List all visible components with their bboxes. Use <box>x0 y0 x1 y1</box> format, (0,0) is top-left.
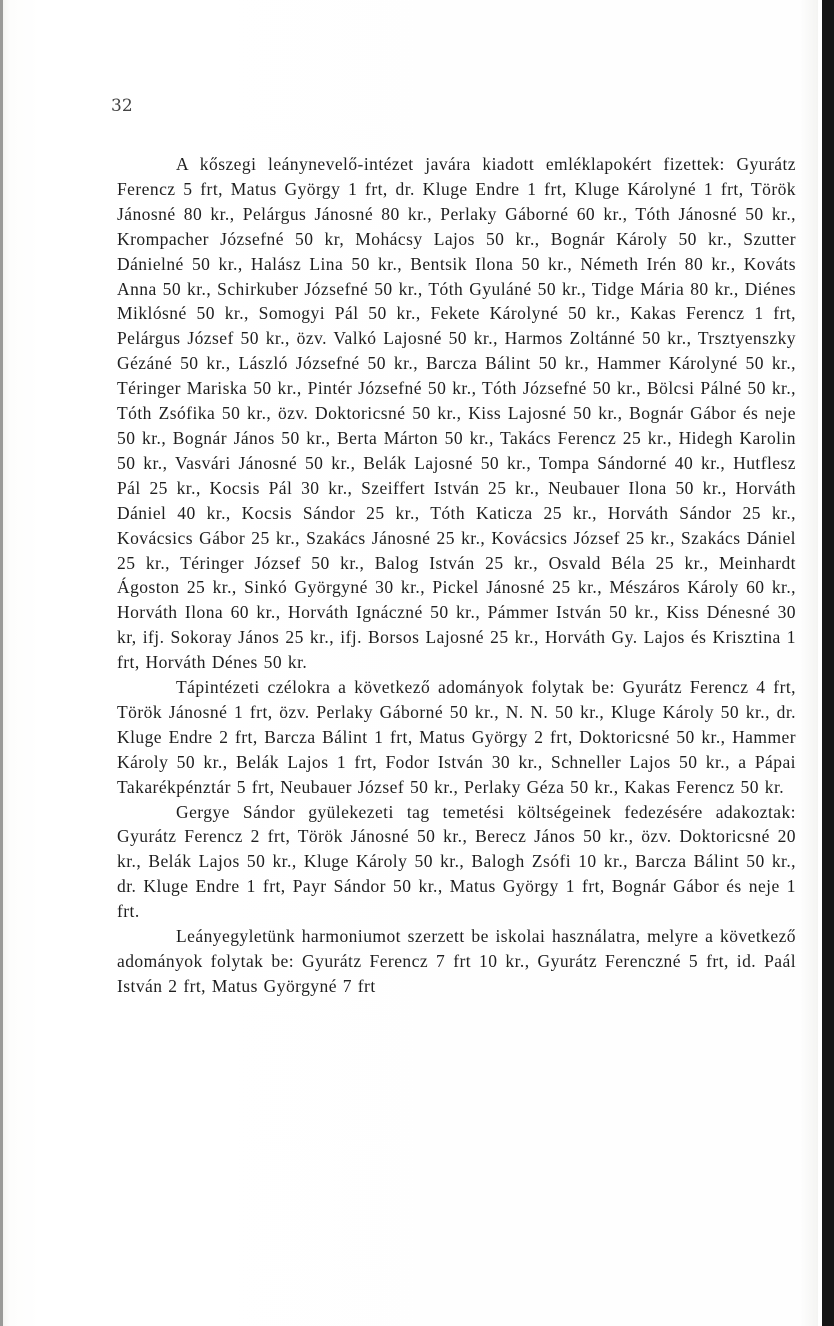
scan-border <box>822 0 834 1326</box>
paragraph-boarding-donations: Tápintézeti czélokra a következő adományok folytak be: Gyurátz Ferencz 4 frt, Török Jánosné 1 frt, özv. Perlaky Gáborné 50 kr., N. N. 50 kr., Kluge Károly 50 kr., dr. Kluge Endre 2 frt, Barcza Bálint 1 frt, Matus György 2 frt, Doktoricsné 50 kr., Hammer Károly 50 kr., Belák Lajos 1 frt, Fodor István 30 kr., Schneller Lajos 50 kr., a Pápai Takarékpénztár 5 frt, Neubauer József 50 kr., Perlaky Géza 50 kr., Kakas Ferencz 50 kr. <box>117 677 796 797</box>
paragraph-funeral-donations: Gergye Sándor gyülekezeti tag temetési költségeinek fedezésére adakoztak: Gyurátz Ferencz 2 frt, Török Jánosné 50 kr., Berecz János 50 kr., özv. Doktoricsné 20 kr., Belák Lajos 50 kr., Kluge Károly 50 kr., Balogh Zsófi 10 kr., Barcza Bálint 50 kr., dr. Kluge Endre 1 frt, Payr Sándor 50 kr., Matus György 1 frt, Bognár Gábor és neje 1 frt. <box>117 801 796 922</box>
paragraph-harmonium-donations: Leányegyletünk harmoniumot szerzett be iskolai használatra, melyre a következő adományok folytak be: Gyurátz Ferencz 7 frt 10 kr., Gyurátz Ferenczné 5 frt, id. Paál István 2 frt, Matus Györgyné 7 frt <box>117 926 796 996</box>
body-text <box>117 152 796 999</box>
paragraph-commemorative-cards: A kőszegi leánynevelő-intézet javára kiadott emléklapokért fizettek: Gyurátz Ferencz 5 frt, Matus György 1 frt, dr. Kluge Endre 1 frt, Kluge Károlyné 1 frt, Török Jánosné 80 kr., Pelárgus Jánosné 80 kr., Perlaky Gáborné 60 kr., Tóth Jánosné 50 kr., Krompacher Józsefné 50 kr, Mohácsy Lajos 50 kr., Bognár Károly 50 kr., Szutter Dánielné 50 kr., Halász Lina 50 kr., Bentsik Ilona 50 kr., Németh Irén 80 kr., Kováts Anna 50 kr., Schirkuber Józsefné 50 kr., Tóth Gyuláné 50 kr., Tidge Mária 80 kr., Diénes Miklósné 50 kr., Somogyi Pál 50 kr., Fekete Károlyné 50 kr., Kakas Ferencz 1 frt, Pelárgus József 50 kr., özv. Valkó Lajosné 50 kr., Harmos Zoltánné 50 kr., Trsztyenszky Gézáné 50 kr., László Józsefné 50 kr., Barcza Bálint 50 kr., Hammer Károlyné 50 kr., Téringer Mariska 50 kr., Pintér Józsefné 50 kr., Tóth Józsefné 50 kr., Bölcsi Pálné 50 kr., Tóth Zsófika 50 kr., özv. Doktoricsné 50 kr., Kiss Lajosné 50 kr., Bognár Gábor és neje 50 kr., Bognár János 50 kr., Berta Márton 50 kr., Takács Ferencz 25 kr., Hidegh Karolin 50 kr., Vasvári Jánosné 50 kr., Belák Lajosné 50 kr., Tompa Sándorné 40 kr., Hutflesz Pál 25 kr., Kocsis Pál 30 kr., Szeiffert István 25 kr., Neubauer Ilona 50 kr., Horváth Dániel 40 kr., Kocsis Sándor 25 kr., Tóth Katicza 25 kr., Horváth Sándor 25 kr., Kovácsics Gábor 25 kr., Szakács Jánosné 25 kr., Kovácsics József 25 kr., Szakács Dániel 25 kr., Téringer József 50 kr., Balog István 25 kr., Osvald Béla 25 kr., Meinhardt Ágoston 25 kr., Sinkó Györgyné 30 kr., Pickel Jánosné 25 kr., Mészáros Károly 60 kr., Horváth Ilona 60 kr., Horváth Ignáczné 50 kr., Pámmer István 50 kr., Kiss Dénesné 30 kr, ifj. Sokoray János 25 kr., ifj. Borsos Lajosné 25 kr., Horváth Gy. Lajos és Krisztina 1 frt, Horváth Dénes 50 kr. <box>117 154 796 673</box>
page-left-edge <box>0 0 3 1326</box>
page-number: 32 <box>111 96 133 116</box>
